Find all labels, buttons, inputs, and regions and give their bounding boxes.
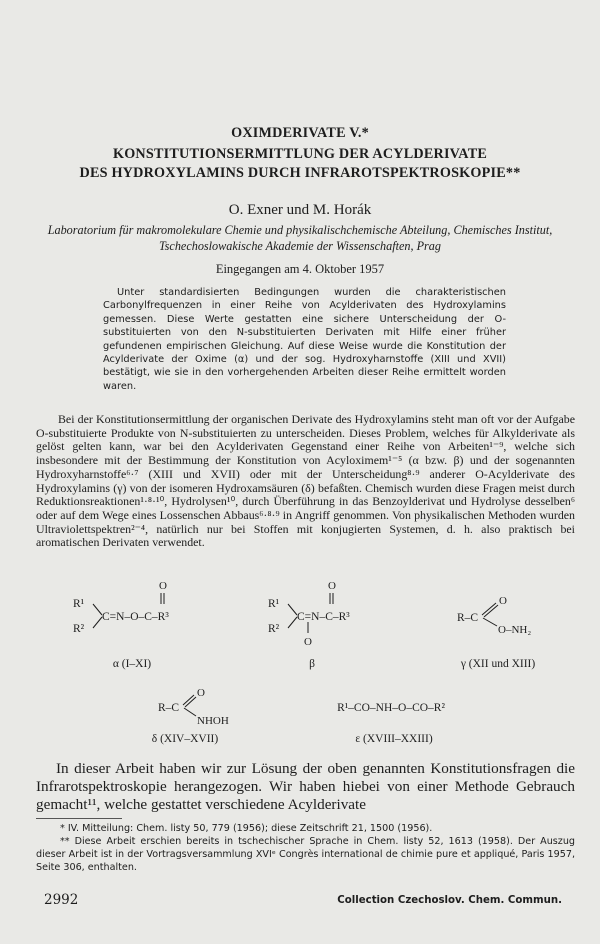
epsilon-label: ε (XVIII–XXIII) <box>355 733 433 745</box>
alpha-formula: C=N–O–C–R³ <box>102 611 169 623</box>
affiliation-line-2: Tschechoslowakische Akademie der Wissenschaften, Prag <box>159 239 441 253</box>
chemical-structures-figure <box>0 570 600 750</box>
beta-bond-r2 <box>288 617 297 628</box>
abstract: Unter standardisierten Bedingungen wurden die charakteristischen Carbonylfrequenzen in einer Reihe von Acylderivaten des Hydroxylamins gemessen. Diese Werte gestatten eine sichere Unterscheidung der O-substituierten von den N-substituierten Derivaten mit Hilfe einer früher gefundenen empirischen Gleichung. Auf diese Weise wurde die Konstitution der Acylderivate der Oxime (α) und der sog. Hydroxyharnstoffe (XIII und XVII) bestätigt, wie sie in den vorhergehenden Arbeiten dieser Reihe ermittelt worden waren. <box>103 287 506 392</box>
page-number: 2992 <box>44 892 79 908</box>
beta-formula: C=N–C–R³ <box>297 611 350 623</box>
beta-label: β <box>309 658 315 670</box>
gamma-bond-o <box>483 618 497 626</box>
beta-r1: R¹ <box>268 598 280 610</box>
delta-bond-n <box>184 708 196 716</box>
alpha-bond-r2 <box>93 617 102 628</box>
gamma-formula: R–C <box>457 612 479 624</box>
affiliation <box>28 222 572 254</box>
footnotes <box>36 822 575 874</box>
delta-label: δ (XIV–XVII) <box>151 733 219 745</box>
beta-oxygen: O <box>328 580 336 592</box>
alpha-oxygen: O <box>159 580 167 592</box>
delta-formula: R–C <box>158 702 180 714</box>
beta-bond-r1 <box>288 604 297 615</box>
authors: O. Exner und M. Horák <box>228 202 372 218</box>
epsilon-formula: R¹–CO–NH–O–CO–R² <box>337 702 445 714</box>
gamma-label: γ (XII und XIII) <box>460 658 536 670</box>
footnote-1: * IV. Mitteilung: Chem. listy 50, 779 (1956); diese Zeitschrift 21, 1500 (1956). <box>60 823 433 834</box>
footnote-2: ** Diese Arbeit erschien bereits in tschechischer Sprache in Chem. listy 52, 1613 (1958). Der Auszug dieser Arbeit ist in der Vortragsversammlung XVIᵉ Congrès international de chimie pure et appliqué, Paris 1957, Seite 306, enthalten. <box>36 836 575 874</box>
alpha-label: α (I–XI) <box>112 658 152 670</box>
received-date: Eingegangen am 4. Oktober 1957 <box>215 262 385 276</box>
delta-nhoh: NHOH <box>197 715 229 727</box>
title-line-2: KONSTITUTIONSERMITTLUNG DER ACYLDERIVATE <box>112 146 488 162</box>
alpha-r2: R² <box>73 623 85 635</box>
gamma-o-nh2: O–NH₂ <box>498 624 532 636</box>
title-line-1: OXIMDERIVATE V.* <box>231 125 369 141</box>
affiliation-line-1: Laboratorium für makromolekulare Chemie und physikalischchemische Abteilung, Chemisches Institut, <box>47 223 553 237</box>
alpha-r1: R¹ <box>73 598 85 610</box>
body-paragraph-2: In dieser Arbeit haben wir zur Lösung der oben genannten Konstitutionsfragen die Infrarotspektroskopie herangezogen. Wir haben hiebei von einer Methode Gebrauch gemacht¹¹, welche gestattet verschiedene Acylderivate <box>36 760 575 813</box>
body-paragraph-1: Bei der Konstitutionsermittlung der organischen Derivate des Hydroxylamins steht man oft vor der Aufgabe O-substituierte Produkte von N-substituierten zu unterscheiden. Dieses Problem, welches für Alkylderivate als gelöst gelten kann, war bei den Acylderivaten Gegenstand einer Reihe von Arbeiten¹⁻⁹, welche sich insbesondere mit der Bestimmung der Konstitution von Acyloximem¹⁻⁵ (α bzw. β) und der sogenannten Hydroxyharnstoffe⁶·⁷ (XIII und XVII) oder mit der Unterscheidung⁸·⁹ anderer O-Acylderivate des Hydroxylamins (γ) von der isomeren Hydroxamsäuren (δ) befaßten. Chemisch wurden diese Fragen meist durch Reduktionsreaktionen¹·⁸·¹⁰, Hydrolysen¹⁰, durch Überführung in das Benzoylderivat und Hydrolyse desselben⁶ oder auf dem Wege eines Lossenschen Abbaus⁶·⁸·⁹ in Angriff genommen. Von physikalischen Methoden wurden Ultraviolettspektren²⁻⁴, natürlich nur bei Stoffen mit konjugierten Systemen, d. h. also praktisch bei aromatischen Derivaten verwendet. <box>36 412 575 550</box>
beta-n-oxide-oxygen: O <box>304 636 312 648</box>
delta-oxygen: O <box>197 687 205 699</box>
gamma-oxygen: O <box>499 595 507 607</box>
footnote-rule <box>36 818 122 819</box>
journal-name: Collection Czechoslov. Chem. Commun. <box>337 895 562 906</box>
title-line-3: DES HYDROXYLAMINS DURCH INFRAROTSPEKTROSKOPIE** <box>79 165 521 181</box>
beta-r2: R² <box>268 623 280 635</box>
alpha-bond-r1 <box>93 604 102 615</box>
